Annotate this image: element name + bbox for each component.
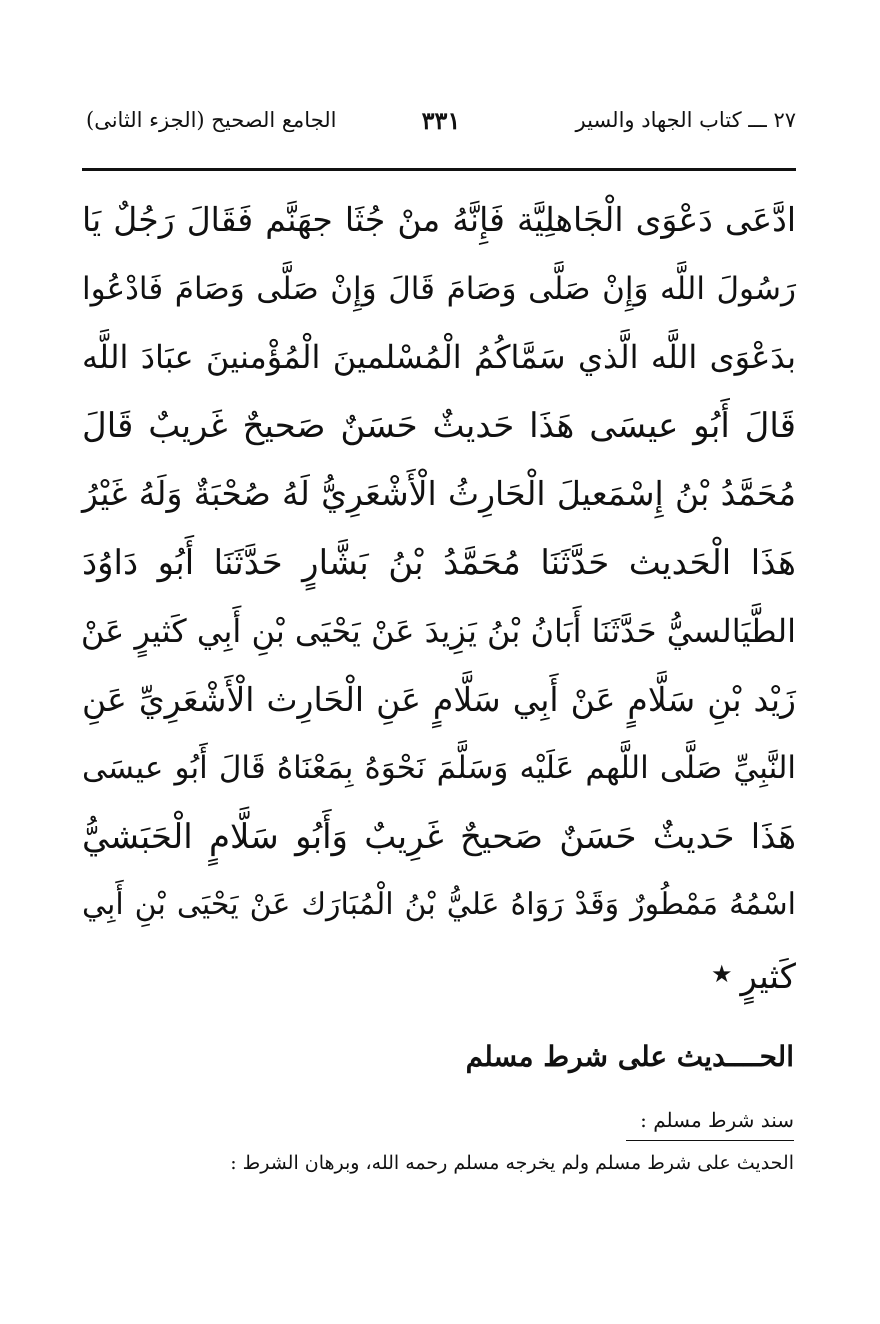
editor-note: الحديث على شرط مسلم ولم يخرجه مسلم رحمه الله، وبرهان الشرط : (230, 1152, 794, 1174)
text-line-2: رَسُولَ اللَّه وَإِنْ صَلَّى وَصَامَ قَالَ وَإِنْ صَلَّى وَصَامَ فَادْعُوا (82, 270, 796, 307)
hadith-verdict: الحــــديث على شرط مسلم (465, 1040, 794, 1073)
page-number: ٣٣١ (421, 106, 461, 135)
text-line-12-words: كَثيرٍ (740, 956, 796, 997)
text-line-9: النَّبِيِّ صَلَّى اللَّهم عَلَيْه وَسَلَّمَ نَحْوَهُ بِمَعْنَاهُ قَالَ أَبُو عيسَى (82, 750, 796, 786)
chain-label-underline (626, 1140, 794, 1141)
text-line-1: ادَّعَى دَعْوَى الْجَاهلِيَّة فَإِنَّهُ منْ جُثَا جهَنَّم فَقَالَ رَجُلٌ يَا (82, 200, 796, 239)
text-line-7: الطَّيَالسيُّ حَدَّثَنَا أَبَانُ بْنُ يَزِيدَ عَنْ يَحْيَى بْنِ أَبِي كَثيرٍ عَنْ (80, 612, 796, 650)
header-divider (82, 168, 796, 171)
text-line-11: اسْمُهُ مَمْطُورٌ وَقَدْ رَوَاهُ عَليُّ بْنُ الْمُبَارَك عَنْ يَحْيَى بْنِ أَبِي (82, 887, 796, 922)
end-star-icon: ★ (711, 959, 733, 988)
running-header (86, 108, 796, 148)
text-line-6: هَذَا الْحَديث حَدَّثَنَا مُحَمَّدُ بْنُ بَشَّارٍ حَدَّثَنَا أَبُو دَاوُدَ (82, 542, 796, 583)
chain-label: سند شرط مسلم : (640, 1108, 794, 1132)
hadith-text (82, 186, 796, 1008)
text-line-4: قَالَ أَبُو عيسَى هَذَا حَديثٌ حَسَنٌ صَحيحٌ غَريبٌ قَالَ (82, 405, 796, 446)
text-line-12 (82, 940, 796, 1009)
text-line-3: بدَعْوَى اللَّه الَّذي سَمَّاكُمُ الْمُسْلمينَ الْمُؤْمنينَ عبَادَ اللَّه (82, 338, 796, 376)
text-line-8: زَيْد بْنِ سَلَّامٍ عَنْ أَبِي سَلَّامٍ عَنِ الْحَارِث الْأَشْعَرِيِّ عَنِ (82, 679, 796, 719)
book-title: الجامع الصحيح (الجزء الثانى) (86, 108, 337, 132)
text-line-10: هَذَا حَديثٌ حَسَنٌ صَحيحٌ غَرِيبٌ وَأَبُو سَلَّامٍ الْحَبَشيُّ (82, 816, 796, 857)
chapter-heading: ٢٧ ـــ كتاب الجهاد والسير (575, 108, 796, 132)
text-line-5: مُحَمَّدُ بْنُ إِسْمَعيلَ الْحَارِثُ الْأَشْعَرِيُّ لَهُ صُحْبَةٌ وَلَهُ غَيْرُ (82, 474, 796, 513)
